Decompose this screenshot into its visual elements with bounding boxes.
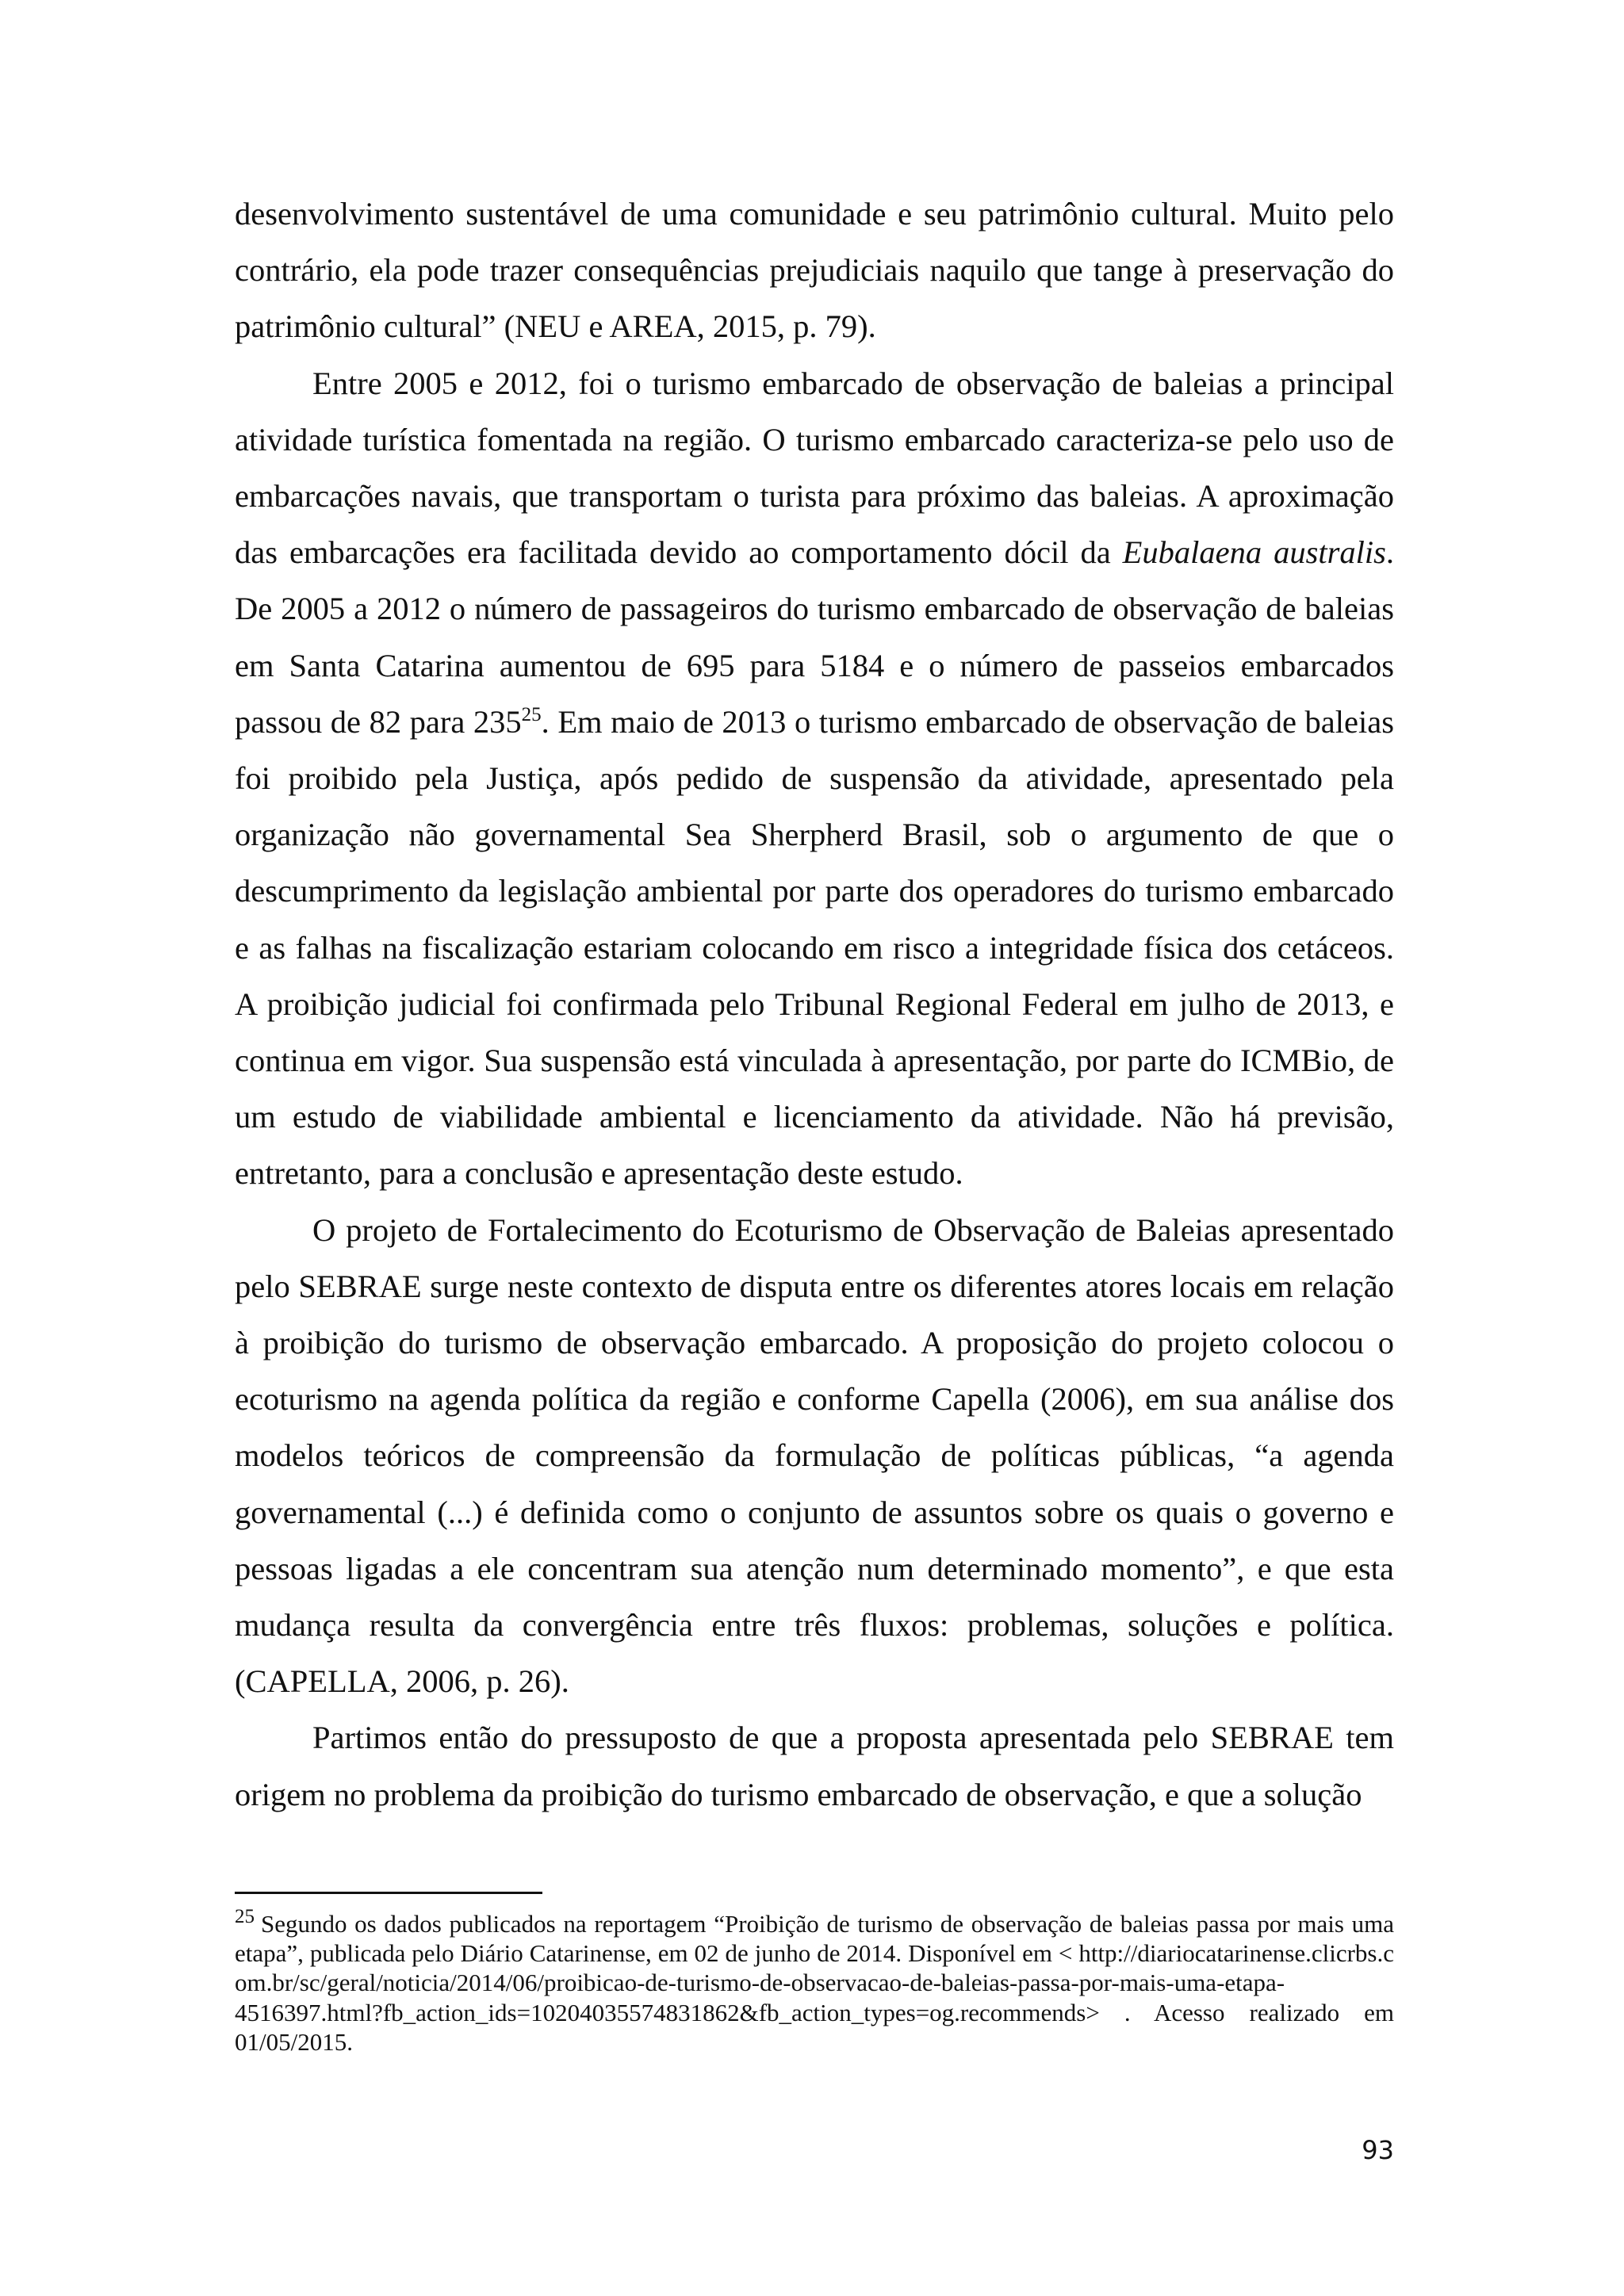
paragraph-continuation: [235, 186, 1394, 355]
footnote-access: . Acesso realizado em 01/05/2015.: [235, 1998, 1395, 2056]
footnote-separator: [235, 1892, 542, 1894]
paragraph-text: O projeto de Fortalecimento do Ecoturismo de Observação de Baleias apresentado pelo SEBRAE surge neste contexto de disputa entre os diferentes atores locais em relação à proibição do turismo de observação embarcado. A proposição do projeto colocou o ecoturismo na agenda política da região e conforme Capella (2006), em sua análise dos modelos teóricos de compreensão da formulação de políticas públicas, “a agenda governamental (...) é definida como o conjunto de assuntos sobre os quais o governo e pessoas ligadas a ele concentram sua atenção num determinado momento”, e que esta mudança resulta da convergência entre três fluxos: problemas, soluções e política. (CAPELLA, 2006, p. 26).: [235, 1211, 1394, 1700]
paragraph-text: . De 2005 a 2012 o número de passageiros do turismo embarcado de observação de baleias em Santa Catarina aumentou de 695 para 5184 e o número de passeios embarcados passou de 82 para 235: [235, 534, 1394, 740]
footnote-marker: 25: [235, 1906, 255, 1927]
footnote-url: http://diariocatarinense.clicrbs.com.br/sc/geral/noticia/2014/06/proibicao-de-turismo-de-observacao-de-baleias-passa-por-mais-uma-etapa-: [235, 1939, 1394, 1997]
footnote: [235, 1906, 1395, 2057]
paragraph-text: Entre 2005 e 2012, foi o turismo embarcado de observação de baleias a principal atividade turística fomentada na região. O turismo embarcado caracteriza-se pelo uso de embarcações navais, que transportam o turista para próximo das baleias. A aproximação das embarcações era facilitada devido ao comportamento dócil da: [235, 365, 1394, 571]
page-number: 93: [1362, 2135, 1394, 2165]
paragraph-sebrae-project: [235, 1202, 1394, 1710]
footnote-body: [235, 1906, 1395, 2057]
species-name: Eubalaena australis: [1122, 534, 1386, 571]
paragraph-whale-tourism: [235, 355, 1394, 1202]
paragraph-hypothesis: [235, 1709, 1394, 1822]
footnote-reference: 25: [521, 703, 542, 725]
footnote-url-continued: 4516397.html?fb_action_ids=10204035574831862&fb_action_types=og.recommends>: [235, 1998, 1100, 2026]
paragraph-text: . Em maio de 2013 o turismo embarcado de observação de baleias foi proibido pela Justiça, após pedido de suspensão da atividade, apresentado pela organização não governamental Sea Sherpherd Brasil, sob o argumento de que o descumprimento da legislação ambiental por parte dos operadores do turismo embarcado e as falhas na fiscalização estariam colocando em risco a integridade física dos cetáceos. A proibição judicial foi confirmada pelo Tribunal Regional Federal em julho de 2013, e continua em vigor. Sua suspensão está vinculada à apresentação, por parte do ICMBio, de um estudo de viabilidade ambiental e licenciamento da atividade. Não há previsão, entretanto, para a conclusão e apresentação deste estudo.: [235, 703, 1395, 1192]
footnote-text: Segundo os dados publicados na reportagem “Proibição de turismo de observação de baleias passa por mais uma etapa”, publicada pelo Diário Catarinense, em 02 de junho de 2014. Disponível em <: [235, 1910, 1394, 1968]
paragraph-text: Partimos então do pressuposto de que a proposta apresentada pelo SEBRAE tem origem no problema da proibição do turismo embarcado de observação, e que a solução: [235, 1720, 1394, 1812]
paragraph-text: desenvolvimento sustentável de uma comunidade e seu patrimônio cultural. Muito pelo contrário, ela pode trazer consequências prejudiciais naquilo que tange à preservação do patrimônio cultural” (NEU e AREA, 2015, p. 79).: [235, 196, 1394, 345]
body-text: [235, 186, 1394, 1823]
